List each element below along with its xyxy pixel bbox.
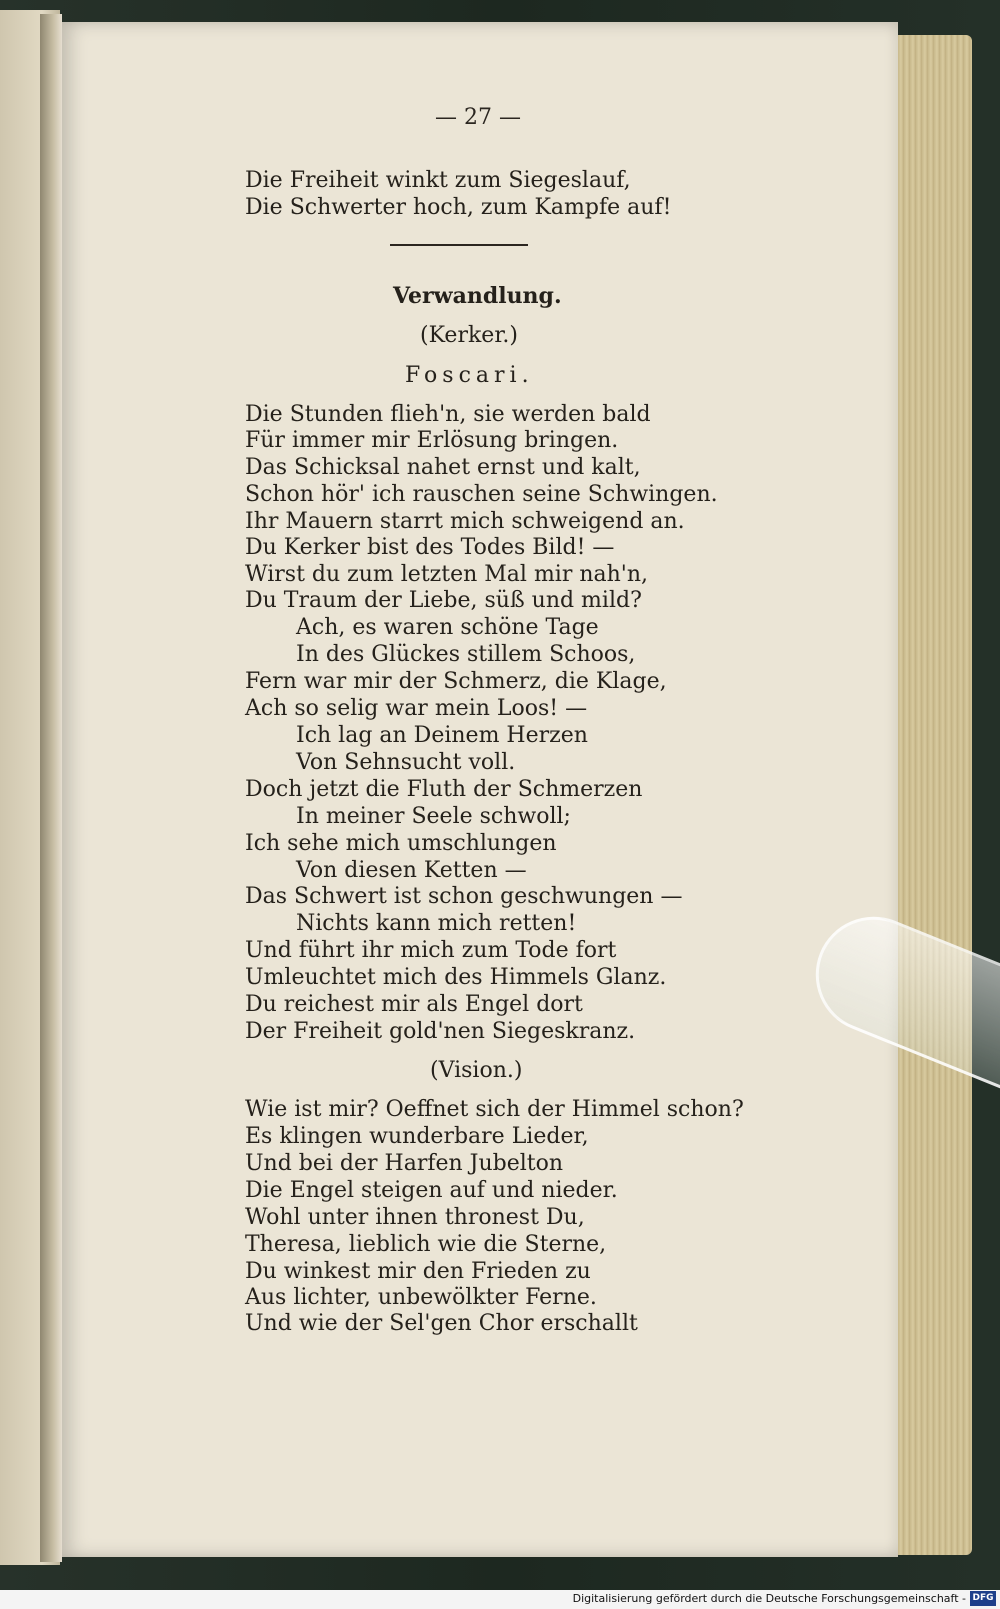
- verse-line: Von Sehnsucht voll.: [296, 750, 516, 775]
- verse-line: Fern war mir der Schmerz, die Klage,: [245, 669, 667, 694]
- verse-line: Es klingen wunderbare Lieder,: [245, 1124, 589, 1149]
- verse-line: Ach, es waren schöne Tage: [296, 615, 599, 640]
- verse-line: Du reichest mir als Engel dort: [245, 992, 583, 1017]
- verse-line: Schon hör' ich rauschen seine Schwingen.: [245, 482, 718, 507]
- text-line: Die Schwerter hoch, zum Kampfe auf!: [245, 195, 672, 220]
- verse-line: Theresa, lieblich wie die Sterne,: [245, 1232, 607, 1257]
- digitization-credit: Digitalisierung gefördert durch die Deutsche Forschungsgemeinschaft -: [572, 1592, 966, 1605]
- dfg-logo: DFG: [970, 1591, 996, 1606]
- verse-line: Und bei der Harfen Jubelton: [245, 1151, 564, 1176]
- verse-line: Und wie der Sel'gen Chor erschallt: [245, 1311, 638, 1336]
- verse-line: Ach so selig war mein Loos! —: [245, 696, 588, 721]
- verse-line: Ihr Mauern starrt mich schweigend an.: [245, 509, 685, 534]
- vision-direction: (Vision.): [430, 1058, 523, 1083]
- verse-line: Wohl unter ihnen thronest Du,: [245, 1205, 585, 1230]
- stage-direction: (Kerker.): [420, 323, 518, 348]
- verse-line: Von diesen Ketten —: [296, 858, 527, 883]
- verse-line: Die Engel steigen auf und nieder.: [245, 1178, 618, 1203]
- verse-line: Wie ist mir? Oeffnet sich der Himmel schon?: [245, 1097, 744, 1122]
- verse-line: Nichts kann mich retten!: [296, 911, 577, 936]
- text-line: Die Freiheit winkt zum Siegeslauf,: [245, 168, 631, 193]
- verse-line: Wirst du zum letzten Mal mir nah'n,: [245, 562, 649, 587]
- speaker-name: Foscari.: [405, 363, 534, 388]
- verse-line: Der Freiheit gold'nen Siegeskranz.: [245, 1019, 636, 1044]
- separator-rule: [390, 244, 528, 246]
- verse-line: Du winkest mir den Frieden zu: [245, 1259, 591, 1284]
- verse-line: Doch jetzt die Fluth der Schmerzen: [245, 777, 643, 802]
- verse-line: Umleuchtet mich des Himmels Glanz.: [245, 965, 667, 990]
- verse-line: Das Schicksal nahet ernst und kalt,: [245, 455, 641, 480]
- verse-line: In meiner Seele schwoll;: [296, 804, 571, 829]
- scene-title: Verwandlung.: [393, 283, 562, 309]
- verse-line: Für immer mir Erlösung bringen.: [245, 428, 619, 453]
- verse-line: In des Glückes stillem Schoos,: [296, 642, 636, 667]
- verse-line: Ich lag an Deinem Herzen: [296, 723, 588, 748]
- verse-line: Und führt ihr mich zum Tode fort: [245, 938, 617, 963]
- verse-line: Du Kerker bist des Todes Bild! —: [245, 535, 615, 560]
- verse-line: Das Schwert ist schon geschwungen —: [245, 884, 683, 909]
- book-gutter: [40, 14, 62, 1562]
- verse-line: Die Stunden flieh'n, sie werden bald: [245, 402, 651, 427]
- verse-line: Du Traum der Liebe, süß und mild?: [245, 588, 642, 613]
- verse-line: Ich sehe mich umschlungen: [245, 831, 557, 856]
- verse-line: Aus lichter, unbewölkter Ferne.: [245, 1285, 597, 1310]
- page-number: — 27 —: [435, 105, 521, 130]
